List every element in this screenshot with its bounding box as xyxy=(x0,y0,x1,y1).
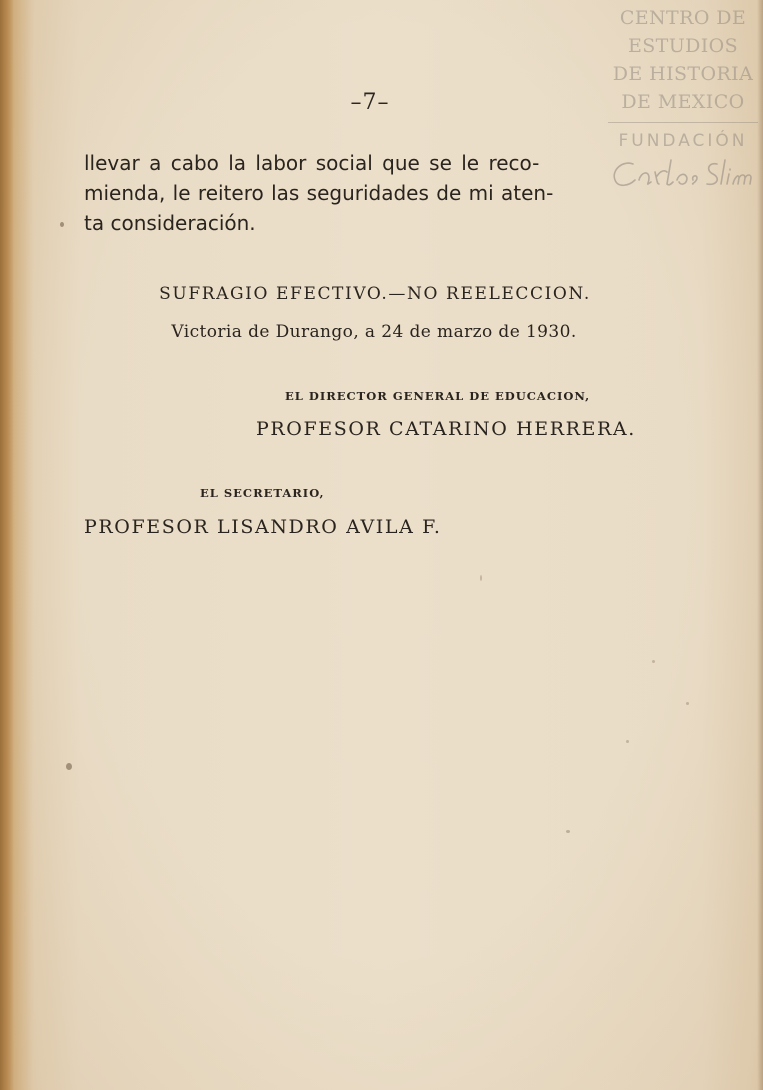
page-right-edge xyxy=(757,0,763,1090)
paper-speck xyxy=(66,763,72,770)
watermark-signature-icon xyxy=(605,150,755,200)
director-title: EL DIRECTOR GENERAL DE EDUCACION, xyxy=(285,389,591,403)
paper-speck xyxy=(626,740,629,743)
paper-speck xyxy=(652,660,655,663)
place-and-date: Victoria de Durango, a 24 de marzo de 1930. xyxy=(171,322,577,342)
letter-body-text xyxy=(84,148,664,238)
watermark-divider xyxy=(608,122,758,123)
body-line: mienda, le reitero las seguridades de mi aten- xyxy=(84,181,554,205)
watermark-foundation: FUNDACIÓN xyxy=(618,131,748,151)
secretary-name: PROFESOR LISANDRO AVILA F. xyxy=(84,516,442,538)
watermark-line: CENTRO DE xyxy=(619,7,747,29)
body-line: ta consideración. xyxy=(84,211,256,235)
director-name: PROFESOR CATARINO HERRERA. xyxy=(256,418,636,440)
secretary-title: EL SECRETARIO, xyxy=(200,486,325,500)
archive-watermark xyxy=(603,4,763,153)
paper-speck xyxy=(686,702,689,705)
political-motto: SUFRAGIO EFECTIVO.—NO REELECCION. xyxy=(159,284,591,304)
paper-speck xyxy=(480,575,482,581)
page-binding-edge xyxy=(0,0,14,1090)
body-line: llevar a cabo la labor social que se le reco- xyxy=(84,151,540,175)
watermark-line: DE MEXICO xyxy=(621,91,745,113)
watermark-line: DE HISTORIA xyxy=(612,63,754,85)
paper-speck xyxy=(566,830,570,833)
paper-speck xyxy=(60,222,64,227)
watermark-line: ESTUDIOS xyxy=(627,35,739,57)
page-number: –7– xyxy=(350,90,390,115)
